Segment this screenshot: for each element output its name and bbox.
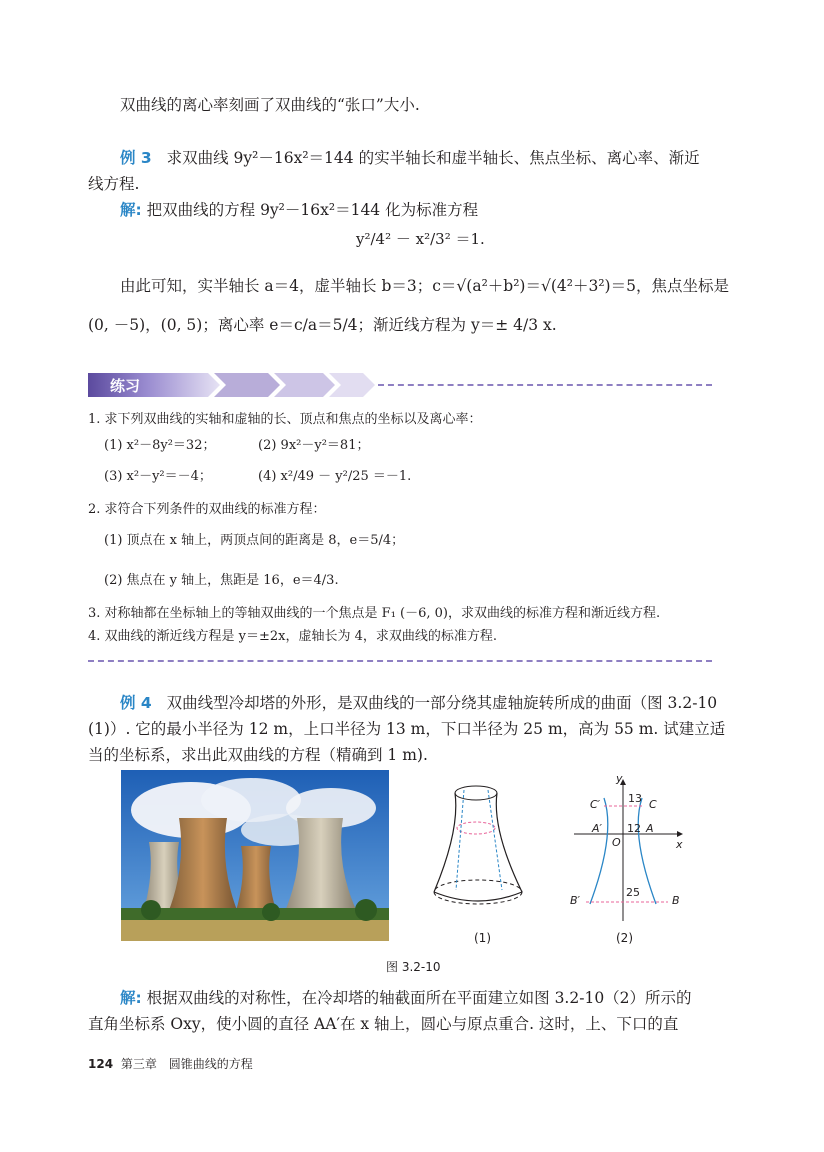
radius-12-label: 12	[627, 822, 641, 835]
diagram2-caption: (2)	[616, 931, 633, 945]
example3-line2: 线方程.	[88, 175, 140, 193]
practice-top-dash	[378, 384, 712, 386]
chapter-title: 圆锥曲线的方程	[168, 1057, 253, 1071]
x-axis-label: x	[676, 838, 683, 851]
figure-caption: 图 3.2-10	[386, 960, 441, 974]
practice-header-label: 练习	[110, 377, 141, 395]
point-b-prime-label: B′	[570, 894, 581, 907]
example3-solution-line1	[120, 197, 478, 223]
practice-q2-2: (2) 焦点在 y 轴上，焦距是 16，e＝4/3.	[104, 573, 339, 588]
example4-line3: 当的坐标系，求出此双曲线的方程（精确到 1 m).	[88, 746, 428, 764]
practice-header-band	[88, 373, 378, 397]
example4-label: 例 4	[120, 694, 152, 712]
example3-solution-line4: (0, －5)，(0, 5)；离心率 e＝c/a＝5/4；渐近线方程为 y＝± 4/3 x.	[88, 316, 557, 334]
practice-q2-1: (1) 顶点在 x 轴上，两顶点间的距离是 8，e＝5/4；	[104, 533, 405, 548]
point-c-label: C	[649, 798, 657, 811]
radius-13-label: 13	[628, 792, 642, 805]
example4-question-text: 双曲线型冷却塔的外形，是双曲线的一部分绕其虚轴旋转所成的曲面（图 3.2-10	[166, 694, 718, 712]
point-b-label: B	[672, 894, 680, 907]
example4-solution-text: 根据双曲线的对称性，在冷却塔的轴截面所在平面建立如图 3.2-10（2）所示的	[146, 989, 692, 1007]
example3-label: 例 3	[120, 149, 152, 167]
y-axis-label: y	[616, 772, 623, 785]
tower-diagram-1	[426, 780, 536, 930]
practice-q1-3: (3) x²－y²＝－4；	[104, 469, 212, 484]
example4-solution-line1	[120, 985, 692, 1011]
example3-standard-formula: y²/4² － x²/3² ＝1.	[356, 230, 485, 248]
example4-line1	[120, 690, 717, 716]
practice-q4: 4. 双曲线的渐近线方程是 y＝±2x，虚轴长为 4，求双曲线的标准方程.	[88, 629, 498, 644]
practice-q1-2: (2) 9x²－y²＝81；	[258, 438, 370, 453]
intro-text: 双曲线的离心率刻画了双曲线的“张口”大小.	[120, 96, 420, 114]
practice-q1-4: (4) x²/49 － y²/25 ＝－1.	[258, 469, 412, 484]
example4-line2: (1)）. 它的最小半径为 12 m，上口半径为 13 m，下口半径为 25 m，高为 55 m. 试建立适	[88, 720, 726, 738]
cooling-tower-photo	[121, 770, 389, 941]
example3-question-text: 求双曲线 9y²－16x²＝144 的实半轴长和虚半轴长、焦点坐标、离心率、渐近	[166, 149, 700, 167]
point-a-label: A	[646, 822, 654, 835]
practice-q2: 2. 求符合下列条件的双曲线的标准方程：	[88, 502, 326, 517]
practice-bottom-dash	[88, 660, 712, 662]
point-a-prime-label: A′	[592, 822, 603, 835]
example3-solution-line3: 由此可知，实半轴长 a＝4，虚半轴长 b＝3；c＝√(a²＋b²)＝√(4²＋3²)＝5，焦点坐标是	[120, 277, 729, 295]
example3-solution-label: 解:	[120, 201, 142, 219]
chapter-label: 第三章	[120, 1057, 157, 1071]
practice-q1-1: (1) x²－8y²＝32；	[104, 438, 216, 453]
practice-q1: 1. 求下列双曲线的实轴和虚轴的长、顶点和焦点的坐标以及离心率：	[88, 412, 482, 427]
point-c-prime-label: C′	[590, 798, 601, 811]
radius-25-label: 25	[626, 886, 640, 899]
page-number: 124	[88, 1057, 114, 1071]
example3-solution-text: 把双曲线的方程 9y²－16x²＝144 化为标准方程	[146, 201, 479, 219]
page-footer	[88, 1055, 253, 1072]
coordinate-diagram-2	[566, 772, 690, 924]
origin-label: O	[612, 836, 621, 849]
practice-q3: 3. 对称轴都在坐标轴上的等轴双曲线的一个焦点是 F₁ (－6, 0)，求双曲线的标准方程和渐近线方程.	[88, 606, 661, 621]
example3-line1	[120, 145, 700, 171]
example4-solution-line2: 直角坐标系 Oxy，使小圆的直径 AA′在 x 轴上，圆心与原点重合. 这时，上、下口的直	[88, 1015, 679, 1033]
diagram1-caption: (1)	[474, 931, 491, 945]
example4-solution-label: 解:	[120, 989, 142, 1007]
